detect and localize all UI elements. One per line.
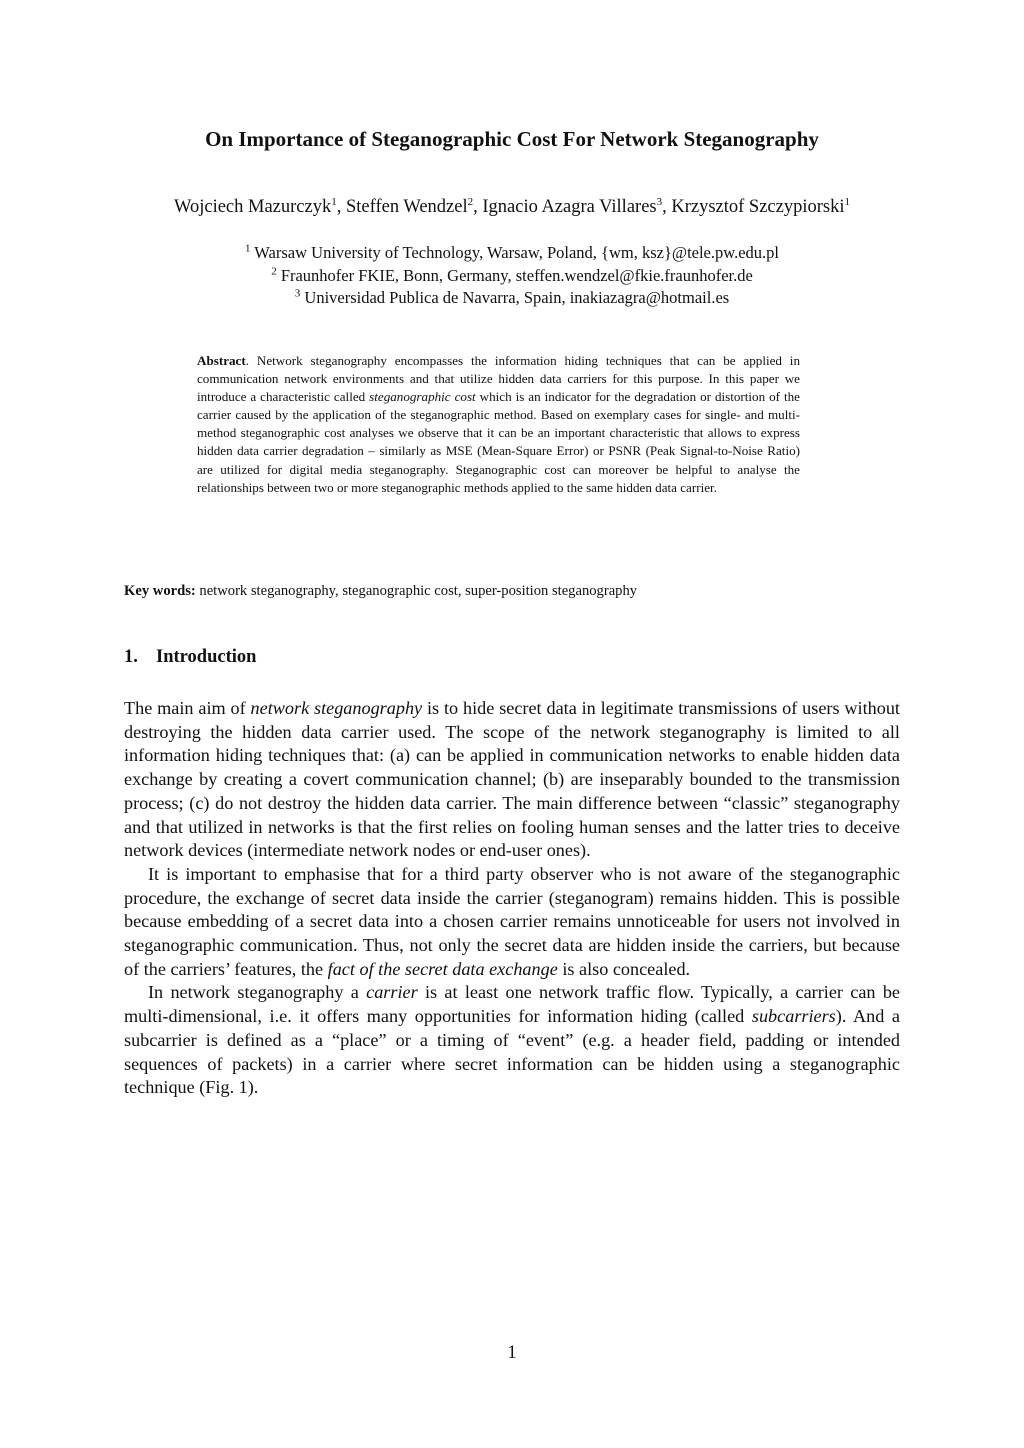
page-number: 1 [507,1343,517,1363]
paragraph [124,981,900,1100]
emphasized-term: carrier [366,982,418,1003]
section-heading [124,645,256,669]
affiliation-mark: 1 [244,242,251,255]
author-separator: , [473,197,483,217]
author-name: Steffen Wendzel [345,197,468,217]
abstract-text: . Network steganography encompasses the information hiding techniques that can be applied in communication network environments and that utilize hidden data carriers for this purpose. In this paper we introduce a characteristic called [197,353,800,405]
affiliation-text: Warsaw University of Technology, Warsaw, Poland, {wm, ksz}@tele.pw.edu.pl [254,243,780,262]
author-name: Wojciech Mazurczyk [174,197,332,217]
keywords-label: Key words: [124,583,196,599]
author-name: Ignacio Azagra Villares [482,197,657,217]
keywords-text: network steganography, steganographic cost, super-position steganography [195,583,638,599]
body-text [124,697,900,1100]
paragraph-text: The main aim of [124,698,251,718]
emphasized-term: subcarriers [751,1006,836,1027]
affiliation-line [0,287,1024,310]
paragraph-text: It is important to emphasise that for a third party observer who is not aware of the steganographic procedure, the exchange of secret data inside the carrier (steganogram) remains hidden. This is possible because embedding of a secret data into a chosen carrier remains unnoticeable for users not involved in steganographic communication. Thus, not only the secret data are hidden inside the carriers, but because of the carriers’ features, the [124,863,900,979]
paragraph-text: is also concealed. [557,958,691,979]
section-title: Introduction [156,647,257,667]
author-list [0,194,1024,220]
affiliation-text: Universidad Publica de Navarra, Spain, inakiazagra@hotmail.es [304,288,730,307]
author-name: Krzysztof Szczypiorski [671,197,845,217]
author-affiliation-mark: 3 [656,195,663,208]
author-separator: , [662,197,672,217]
affiliation-line [0,265,1024,288]
affiliation-text: Fraunhofer FKIE, Bonn, Germany, steffen.wendzel@fkie.fraunhofer.de [280,265,753,285]
paragraph-text: is at least one network traffic flow. Typically, a carrier can be multi-dimensional, i.e. it offers many opportunities for information hiding (called [124,982,900,1027]
author-affiliation-mark: 2 [467,195,474,208]
paragraph [124,697,900,863]
abstract-text: which is an indicator for the degradation or distortion of the carrier caused by the application of the steganographic method. Based on exemplary cases for single- and multi-method steganographic cost analyses we observe that it can be an important characteristic that allows to express hidden data carrier degradation – similarly as MSE (Mean-Square Error) or PSNR (Peak Signal-to-Noise Ratio) are utilized for digital media steganography. Steganographic cost can moreover be helpful to analyse the relationships between two or more steganographic methods applied to the same hidden data carrier. [197,389,800,495]
emphasized-term: fact of the secret data exchange [327,958,558,979]
abstract [197,352,800,497]
affiliation-mark: 2 [271,265,277,277]
abstract-term: steganographic cost [369,389,476,405]
affiliation-line [0,242,1024,265]
author-affiliation-mark: 1 [844,195,850,208]
keywords [124,580,904,602]
author-affiliation-mark: 1 [331,195,337,208]
affiliation-mark: 3 [294,287,301,300]
paragraph-text: is to hide secret data in legitimate transmissions of users without destroying the hidden data carrier used. The scope of the network steganography is limited to all information hiding techniques that: (a) can be applied in communication networks to enable hidden data exchange by creating a covert communication channel; (b) are inseparably bounded to the transmission process; (c) do not destroy the hidden data carrier. The main difference between “classic” steganography and that utilized in networks is that the first relies on fooling human senses and the latter tries to deceive network devices (intermediate network nodes or end-user ones). [124,698,900,861]
abstract-label: Abstract [197,353,246,368]
affiliation-list [0,242,1024,310]
section-number: 1. [124,647,138,667]
paragraph-text: ). And a subcarrier is defined as a “place” or a timing of “event” (e.g. a header field, padding or intended sequences of packets) in a carrier where secret information can be hidden using a steganographic technique (Fig. 1). [124,1006,900,1098]
paragraph-text: In network steganography a [148,982,367,1003]
emphasized-term: network steganography [250,698,423,718]
paragraph [124,863,900,982]
author-separator: , [336,197,346,217]
paper-title: On Importance of Steganographic Cost For Network Steganography [205,127,819,151]
